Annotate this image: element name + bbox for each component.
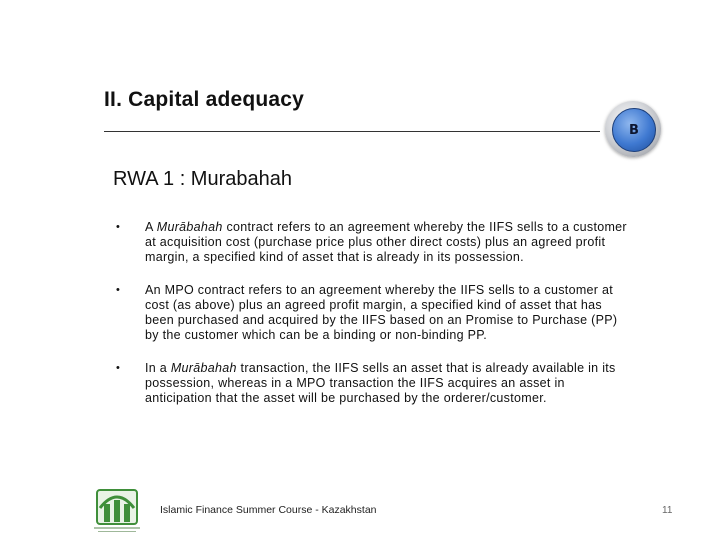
title-divider (104, 131, 600, 132)
bullet-text-lead: In a (145, 361, 171, 375)
bullet-text-emphasis: Murābahah (170, 361, 237, 375)
bullet-text (145, 283, 633, 343)
bullet-marker: • (116, 362, 120, 374)
slide-subtitle: RWA 1 : Murabahah (113, 168, 292, 190)
bullet-text-emphasis: Murābahah (156, 220, 223, 234)
page-number: 11 (662, 505, 673, 516)
bullet-item (113, 361, 633, 406)
section-badge (605, 101, 661, 157)
bullet-text-rest: transaction, the IIFS sells an asset that is already available in its possession, whereas in a MPO transaction the IIFS acquires an asset in anticipation that the asset will be purchased by the orderer/customer. (145, 361, 616, 405)
bullet-text-lead: An MPO contract refers to an agreement whereby the IIFS sells to a customer at cost (as above) plus an agreed profit margin, a specified kind of asset that has been purchased and acquired by the IIFS based on an Promise to Purchase (PP) by the customer which can be a binding or non-binding PP. (145, 283, 618, 342)
bullet-item (113, 283, 633, 343)
section-badge-label: B (612, 108, 656, 152)
bullet-text (145, 361, 633, 406)
slide-title: II. Capital adequacy (104, 88, 305, 111)
bullet-item (113, 220, 633, 265)
bullet-list (113, 220, 633, 424)
bullet-marker: • (116, 284, 120, 296)
bullet-text-lead: A (145, 220, 157, 234)
bullet-marker: • (116, 221, 120, 233)
footer-text: Islamic Finance Summer Course - Kazakhstan (160, 504, 377, 516)
bullet-text (145, 220, 633, 265)
institution-logo-icon (88, 484, 146, 534)
bullet-text-rest: contract refers to an agreement whereby the IIFS sells to a customer at acquisition cost (purchase price plus other direct costs) plus an agreed profit margin, a specified kind of asset that is already in its possession. (145, 220, 627, 264)
